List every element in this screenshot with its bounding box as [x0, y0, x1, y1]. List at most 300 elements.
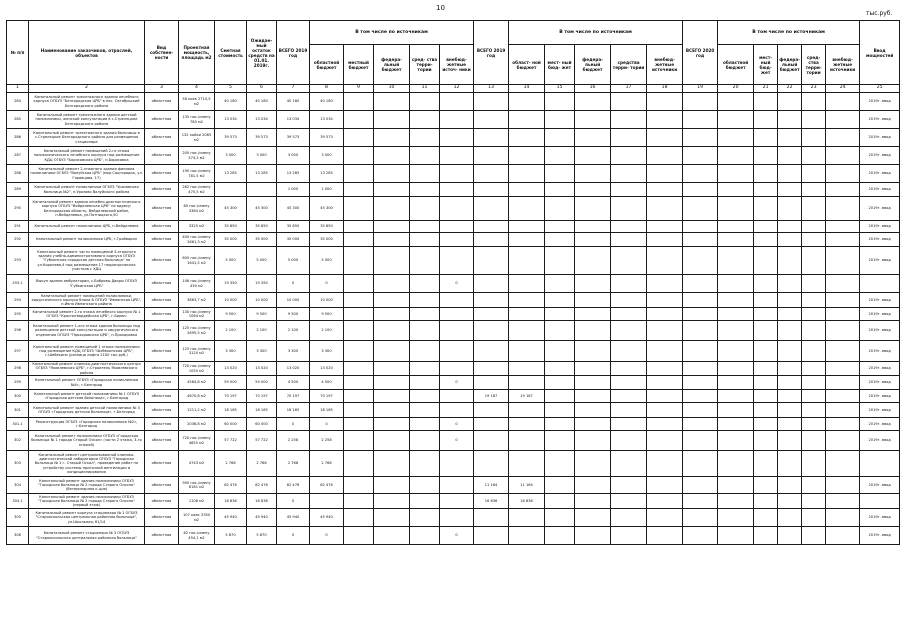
cell-vn2020: [647, 477, 683, 494]
cell-name: Капитальный ремонт централизованной клинико-диагностической лаборатории ОГБУЗ "Городская больница № 1 г. Старый Оскол", проведение работ по устройству системы приточной вентиляции и кондиционирования: [29, 451, 145, 477]
cell-num: 296: [7, 321, 29, 341]
cell-st2019: [410, 477, 440, 494]
source-header: федера- льный бюджет: [374, 45, 410, 85]
cell-year: 2019г. ввод: [860, 129, 900, 147]
cell-ob2020: [509, 308, 545, 321]
cell-capacity: 720 пос./смену 1055 м2: [179, 362, 215, 376]
cell-ob2019: 2 768: [310, 451, 344, 477]
cell-name: Капитальный ремонт поликлиники ЦРБ, г.Грайворон: [29, 233, 145, 247]
cell-ob2020: [509, 341, 545, 362]
cell-vn2021: [826, 431, 860, 451]
cell-type: областная: [145, 197, 179, 221]
cell-fb2019: [374, 129, 410, 147]
cell-remainder: 82 476: [247, 477, 277, 494]
cell-fb2019: [374, 147, 410, 165]
cell-fb2021: [778, 111, 802, 129]
cell-ob2020: [509, 321, 545, 341]
cell-st2019: [410, 221, 440, 233]
column-number: 21: [754, 85, 778, 93]
cell-mb2020: [545, 418, 575, 431]
cell-fb2021: [778, 233, 802, 247]
cell-mb2019: [344, 293, 374, 308]
cell-mb2019: [344, 93, 374, 111]
cell-st2019: [410, 275, 440, 293]
cell-st2019: [410, 129, 440, 147]
cell-vn2019: [440, 111, 474, 129]
cell-cost: 5 870: [215, 527, 247, 545]
cell-cost: 60 000: [215, 418, 247, 431]
cell-name: Капитальный ремонт поликлиники ОГБУЗ "Уразовская больница №2", п.Уразово Валуйского района: [29, 183, 145, 197]
cell-total2020: [474, 418, 509, 431]
cell-mb2021: [754, 247, 778, 275]
cell-year: 2019г. ввод: [860, 390, 900, 403]
cell-fb2019: [374, 111, 410, 129]
cell-ob2019: 13 285: [310, 165, 344, 183]
cell-total2019: 13 285: [277, 165, 310, 183]
cell-vn2021: [826, 129, 860, 147]
cell-name: Капитальный ремонт ОГБУЗ «Городская поликлиника №4», г.Белгород: [29, 376, 145, 390]
cell-mb2021: [754, 477, 778, 494]
cell-mb2020: [545, 129, 575, 147]
cell-st2020: [611, 403, 647, 418]
cell-ob2019: 5 000: [310, 247, 344, 275]
cell-vn2019: 0: [440, 418, 474, 431]
cell-ob2021: [718, 418, 754, 431]
cell-st2019: [410, 197, 440, 221]
cell-vn2019: [440, 221, 474, 233]
cell-mb2019: [344, 111, 374, 129]
cell-st2019: [410, 376, 440, 390]
cell-total2021: [683, 147, 718, 165]
cell-type: областная: [145, 403, 179, 418]
cell-total2021: [683, 418, 718, 431]
cell-vn2019: [440, 477, 474, 494]
cell-type: областная: [145, 362, 179, 376]
cell-mb2020: [545, 197, 575, 221]
table-row: [7, 293, 900, 308]
cell-fb2020: [575, 129, 611, 147]
cell-cost: 19 350: [215, 275, 247, 293]
table-row: [7, 183, 900, 197]
table-row: [7, 494, 900, 509]
cell-name: Капитальный ремонт части помещений 3-этажного здания учебно-административного корпуса ОГБУЗ "Губкинская городская детская больница" по ул.Королева,4 под размещение 17 педиатрических участков с ХДЦ: [29, 247, 145, 275]
column-number: 17: [611, 85, 647, 93]
cell-mb2020: [545, 275, 575, 293]
cell-vn2021: [826, 247, 860, 275]
cell-ob2021: [718, 362, 754, 376]
cell-num: 306: [7, 527, 29, 545]
cell-st2019: [410, 431, 440, 451]
cell-st2020: [611, 390, 647, 403]
cell-vn2019: [440, 509, 474, 527]
cell-mb2020: [545, 233, 575, 247]
cell-mb2020: [545, 477, 575, 494]
cell-vn2021: [826, 527, 860, 545]
cell-total2019: 0: [277, 494, 310, 509]
cell-st2019: [410, 147, 440, 165]
cell-total2019: 3 000: [277, 147, 310, 165]
cell-total2019: 4 500: [277, 376, 310, 390]
cell-fb2019: [374, 308, 410, 321]
cell-ob2020: [509, 165, 545, 183]
cell-vn2020: [647, 390, 683, 403]
cell-mb2019: [344, 431, 374, 451]
cell-fb2021: [778, 527, 802, 545]
cell-cost: 13 034: [215, 111, 247, 129]
cell-st2021: [802, 183, 826, 197]
cell-ob2020: [509, 129, 545, 147]
cell-mb2019: [344, 221, 374, 233]
table-row: [7, 341, 900, 362]
cell-fb2021: [778, 321, 802, 341]
cell-total2020: [474, 308, 509, 321]
cell-total2020: [474, 165, 509, 183]
cell-ob2020: [509, 293, 545, 308]
cell-total2019: 1 000: [277, 183, 310, 197]
cell-cost: 45 300: [215, 197, 247, 221]
cell-total2020: [474, 403, 509, 418]
cell-st2019: [410, 321, 440, 341]
cell-name: Капитальный ремонт поликлиники ЦРБ, п.Вейделевка: [29, 221, 145, 233]
column-number: 20: [718, 85, 754, 93]
cell-mb2020: [545, 308, 575, 321]
cell-type: областная: [145, 111, 179, 129]
cell-ob2021: [718, 183, 754, 197]
cell-total2019: 0: [277, 418, 310, 431]
cell-fb2019: [374, 390, 410, 403]
cell-vn2019: [440, 362, 474, 376]
cell-st2019: [410, 509, 440, 527]
cell-type: областная: [145, 221, 179, 233]
cell-fb2021: [778, 275, 802, 293]
cell-ob2019: 4 500: [310, 376, 344, 390]
cell-name: Капитальный ремонт детской поликлиники № 1 ОГБУЗ «Городская детская больница», г.Белгород: [29, 390, 145, 403]
cell-ob2019: 70 197: [310, 390, 344, 403]
cell-mb2021: [754, 111, 778, 129]
cell-vn2020: [647, 451, 683, 477]
cell-type: областная: [145, 308, 179, 321]
cell-ob2020: [509, 197, 545, 221]
cell-remainder: 35 000: [247, 233, 277, 247]
cell-capacity: 58 коек 2710,5 м2: [179, 93, 215, 111]
cell-fb2020: [575, 111, 611, 129]
cell-mb2019: [344, 451, 374, 477]
cell-mb2021: [754, 376, 778, 390]
cell-ob2021: [718, 165, 754, 183]
cell-vn2021: [826, 403, 860, 418]
cell-ob2019: 40 180: [310, 93, 344, 111]
cell-st2021: [802, 93, 826, 111]
column-number: 19: [683, 85, 718, 93]
cell-capacity: 2036,8 м2: [179, 418, 215, 431]
cell-st2019: [410, 418, 440, 431]
cell-mb2020: [545, 93, 575, 111]
cell-cost: 10 000: [215, 293, 247, 308]
cell-remainder: 5 870: [247, 527, 277, 545]
col-name-header: Наименование заказчиков, отраслей, объектов: [29, 21, 145, 85]
cell-total2021: [683, 221, 718, 233]
cell-st2021: [802, 362, 826, 376]
cell-num: 297: [7, 341, 29, 362]
cell-mb2019: [344, 275, 374, 293]
cell-vn2019: [440, 321, 474, 341]
cell-mb2019: [344, 147, 374, 165]
cell-total2020: [474, 431, 509, 451]
cell-remainder: 13 020: [247, 362, 277, 376]
cell-name: Капитальный ремонт помещений 2-го этажа поликлинического лечебного корпуса под размещение КДЦ ОГБУЗ "Борисовская ЦРБ", п.Борисовка: [29, 147, 145, 165]
cell-vn2021: [826, 341, 860, 362]
cell-fb2021: [778, 221, 802, 233]
cell-total2021: [683, 527, 718, 545]
cell-name: Выкуп здания амбулатории, с.Бобровы Дворы ОГБУЗ "Губкинская ЦРБ": [29, 275, 145, 293]
cell-vn2019: [440, 183, 474, 197]
cell-ob2021: [718, 431, 754, 451]
cell-ob2019: [310, 494, 344, 509]
cell-total2021: [683, 431, 718, 451]
cell-name: Капитальный ремонт клинико-диагностического центра ОГБУЗ "Яковлевская ЦРБ", г.Строитель Яковлевского района: [29, 362, 145, 376]
cell-ob2020: [509, 362, 545, 376]
cell-fb2019: [374, 403, 410, 418]
cell-st2019: [410, 93, 440, 111]
col-cost-header: Сметная стоимость: [215, 21, 247, 85]
cell-ob2020: [509, 93, 545, 111]
cell-mb2019: [344, 403, 374, 418]
cell-st2021: [802, 509, 826, 527]
cell-mb2021: [754, 93, 778, 111]
cell-fb2021: [778, 165, 802, 183]
cell-total2021: [683, 247, 718, 275]
cell-vn2021: [826, 477, 860, 494]
cell-st2020: [611, 111, 647, 129]
cell-vn2020: [647, 147, 683, 165]
cell-fb2019: [374, 477, 410, 494]
cell-st2021: [802, 233, 826, 247]
cell-ob2021: [718, 308, 754, 321]
cell-st2020: [611, 197, 647, 221]
cell-mb2021: [754, 165, 778, 183]
cell-remainder: 45 940: [247, 509, 277, 527]
cell-ob2021: [718, 221, 754, 233]
cell-remainder: 59 000: [247, 376, 277, 390]
cell-ob2019: 0: [310, 527, 344, 545]
cell-remainder: 10 000: [247, 293, 277, 308]
cell-fb2021: [778, 183, 802, 197]
cell-capacity: 125 пос./смену 3120 м2: [179, 341, 215, 362]
cell-remainder: 19 350: [247, 275, 277, 293]
cell-ob2020: [509, 451, 545, 477]
cell-num: 304.1: [7, 494, 29, 509]
cell-ob2019: 3 300: [310, 341, 344, 362]
cell-vn2021: [826, 376, 860, 390]
cell-name: Капитальный ремонт помещений 1 этажа поликлиники под размещение КДЦ ОГБУЗ "Шебекинская ЦРБ", г.Шебекино (разница лифта 2100 тыс.руб.): [29, 341, 145, 362]
cell-num: 295: [7, 308, 29, 321]
source-header: област- ной бюджет: [509, 45, 545, 85]
source-header: внебюд- жетные источ- ники: [440, 45, 474, 85]
cell-vn2021: [826, 494, 860, 509]
cell-ob2020: [509, 509, 545, 527]
column-number: 5: [215, 85, 247, 93]
cell-mb2019: [344, 362, 374, 376]
cell-name: Капитальный ремонт здания поликлиники ОГБУЗ "Городская больница № 2 города Старого Оскола" (первый этаж): [29, 494, 145, 509]
cell-type: областная: [145, 321, 179, 341]
cell-vn2019: [440, 308, 474, 321]
cell-ob2021: [718, 147, 754, 165]
cell-total2021: [683, 165, 718, 183]
cell-cost: 70 197: [215, 390, 247, 403]
cell-st2019: [410, 403, 440, 418]
cell-st2019: [410, 247, 440, 275]
cell-vn2020: [647, 321, 683, 341]
cell-fb2019: [374, 362, 410, 376]
cell-ob2019: 0: [310, 275, 344, 293]
cell-st2021: [802, 221, 826, 233]
cell-type: областная: [145, 233, 179, 247]
cell-type: областная: [145, 494, 179, 509]
cell-fb2020: [575, 527, 611, 545]
cell-type: областная: [145, 129, 179, 147]
cell-total2020: 16 836: [474, 494, 509, 509]
cell-total2020: [474, 233, 509, 247]
cell-num: 293.1: [7, 275, 29, 293]
cell-ob2020: 19 187: [509, 390, 545, 403]
cell-fb2020: [575, 431, 611, 451]
column-number-row: [7, 85, 900, 93]
cell-total2019: 2 768: [277, 451, 310, 477]
table-row: [7, 527, 900, 545]
cell-type: областная: [145, 390, 179, 403]
cell-num: 294: [7, 293, 29, 308]
cell-st2020: [611, 247, 647, 275]
cell-st2021: [802, 403, 826, 418]
cell-fb2019: [374, 418, 410, 431]
cell-vn2019: [440, 233, 474, 247]
cell-st2020: [611, 93, 647, 111]
cell-ob2021: [718, 509, 754, 527]
page-number: 10: [436, 4, 445, 12]
cell-total2020: [474, 376, 509, 390]
cell-remainder: 57 722: [247, 431, 277, 451]
cell-fb2019: [374, 233, 410, 247]
cell-vn2020: [647, 197, 683, 221]
cell-cost: 45 940: [215, 509, 247, 527]
table-row: [7, 197, 900, 221]
cell-st2019: [410, 233, 440, 247]
cell-mb2021: [754, 308, 778, 321]
cell-vn2021: [826, 165, 860, 183]
cell-name: Капитальный ремонт трехэтажного здания детской поликлиники, женской консультации в с.Стрелецкое Белгородского района: [29, 111, 145, 129]
cell-total2021: [683, 477, 718, 494]
cell-vn2020: [647, 418, 683, 431]
cell-capacity: 130 пос./смену 1064 м2: [179, 308, 215, 321]
cell-year: 2019г. ввод: [860, 431, 900, 451]
cell-fb2020: [575, 165, 611, 183]
col-capacity-header: Проектная мощность, площадь м2: [179, 21, 215, 85]
cell-cost: 9 500: [215, 308, 247, 321]
cell-fb2020: [575, 147, 611, 165]
cell-cost: 57 722: [215, 431, 247, 451]
cell-cost: 82 476: [215, 477, 247, 494]
group-2019-header: В том числе по источникам: [310, 21, 474, 45]
cell-vn2020: [647, 111, 683, 129]
cell-st2021: [802, 129, 826, 147]
cell-st2021: [802, 376, 826, 390]
source-header: федера- льный бюджет: [575, 45, 611, 85]
cell-total2019: 10 000: [277, 293, 310, 308]
source-header: областной бюджет: [310, 45, 344, 85]
cell-fb2021: [778, 418, 802, 431]
cell-total2019: 35 000: [277, 233, 310, 247]
cell-fb2019: [374, 293, 410, 308]
cell-ob2021: [718, 341, 754, 362]
cell-total2019: 2 258: [277, 431, 310, 451]
units-label: тыс.руб.: [866, 10, 893, 17]
cell-st2020: [611, 451, 647, 477]
cell-fb2020: [575, 197, 611, 221]
cell-remainder: 9 500: [247, 308, 277, 321]
cell-total2019: 45 940: [277, 509, 310, 527]
cell-fb2019: [374, 431, 410, 451]
cell-mb2021: [754, 390, 778, 403]
cell-year: 2019г. ввод: [860, 147, 900, 165]
column-number: 12: [440, 85, 474, 93]
cell-total2020: [474, 293, 509, 308]
cell-capacity: 80 пос./смену 3384 м2: [179, 197, 215, 221]
column-number: 6: [247, 85, 277, 93]
cell-type: областная: [145, 509, 179, 527]
cell-fb2020: [575, 247, 611, 275]
cell-capacity: 190 пос./смену 781,5 м2: [179, 165, 215, 183]
cell-capacity: 600 пос./смену 1641,5 м2: [179, 247, 215, 275]
cell-num: 301: [7, 403, 29, 418]
cell-fb2019: [374, 197, 410, 221]
cell-name: Капитальный ремонт здания поликлиники ОГБУЗ "Городская больница № 2 города Старого Оскола" (Ветеринарная к-ция): [29, 477, 145, 494]
cell-ob2019: 1 000: [310, 183, 344, 197]
cell-mb2020: [545, 362, 575, 376]
cell-st2021: [802, 275, 826, 293]
cell-type: областная: [145, 247, 179, 275]
cell-st2021: [802, 431, 826, 451]
cell-ob2020: [509, 527, 545, 545]
cell-name: Капитальный ремонт здания лечебно-диагностического корпуса ОГБУЗ "Вейделевская ЦРБ" по адресу: Белгородская область, Вейделевский район, п.Вейделевка, ул.Пятницкого,50: [29, 197, 145, 221]
cell-st2020: [611, 341, 647, 362]
column-number: 2: [29, 85, 145, 93]
cell-fb2021: [778, 403, 802, 418]
cell-st2021: [802, 494, 826, 509]
cell-total2020: [474, 93, 509, 111]
cell-vn2020: [647, 93, 683, 111]
investment-table: [6, 20, 900, 545]
cell-vn2019: [440, 403, 474, 418]
cell-year: 2019г. ввод: [860, 403, 900, 418]
source-header: внебюд- жетные источники: [826, 45, 860, 85]
cell-total2021: [683, 321, 718, 341]
cell-total2019: 13 034: [277, 111, 310, 129]
cell-total2021: [683, 451, 718, 477]
column-number: 25: [860, 85, 900, 93]
cell-vn2020: [647, 293, 683, 308]
cell-vn2020: [647, 129, 683, 147]
cell-st2020: [611, 233, 647, 247]
cell-mb2021: [754, 275, 778, 293]
cell-vn2020: [647, 376, 683, 390]
cell-mb2019: [344, 509, 374, 527]
cell-capacity: 125 пос./смену 2695,5 м2: [179, 321, 215, 341]
column-number: 18: [647, 85, 683, 93]
cell-total2021: [683, 233, 718, 247]
cell-num: 293: [7, 247, 29, 275]
cell-st2021: [802, 321, 826, 341]
cell-total2019: 9 500: [277, 308, 310, 321]
